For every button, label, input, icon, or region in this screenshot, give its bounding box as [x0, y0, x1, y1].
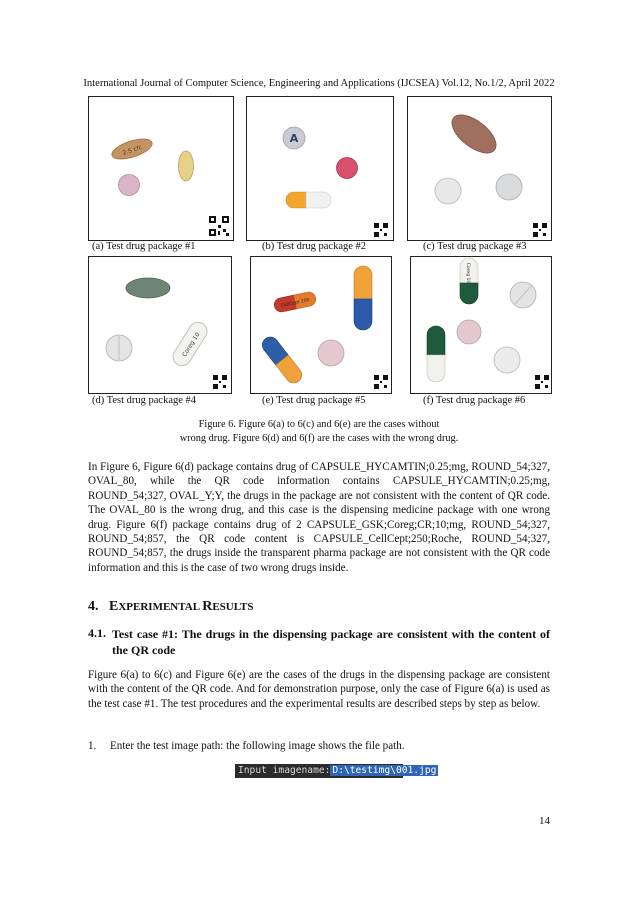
panel-caption-e: (e) Test drug package #5 — [262, 395, 366, 406]
figure-panel-c — [407, 96, 552, 241]
figure-panel-a — [88, 96, 234, 241]
panel-caption-d: (d) Test drug package #4 — [92, 395, 197, 406]
body-paragraph-1: In Figure 6, Figure 6(d) package contains drug of CAPSULE_HYCAMTIN;0.25;mg, ROUND_54;327, OVAL_80, while the QR code information contains CAPSULE_HYCAMTIN;0.25;mg, ROUND_54;327, OVAL_Y;Y, the drugs in the package are not consistent with the content of QR code. The OVAL_80 is the wrong drug, and this case is the dispensing medicine package with one wrong drug. Figure 6(f) package contains drug of 2 CAPSULE_GSK;Coreg;CR;10;mg, ROUND_54;327, ROUND_54;857, the QR code content is CAPSULE_CellCept;250;Roche, ROUND_54;327, ROUND_54;857, the drugs inside the transparent pharma package are not consistent with the QR code information and this is the case of two wrong drugs inside. — [88, 461, 550, 574]
pill-imprint: A — [289, 132, 299, 145]
panel-caption-c: (c) Test drug package #3 — [423, 241, 527, 252]
figure-panel-e — [250, 256, 392, 394]
section-number: 4. — [88, 599, 99, 614]
step-1-text: Enter the test image path: the following image shows the file path. — [110, 740, 405, 752]
figure-panel-b — [246, 96, 394, 241]
body-paragraph-2: Figure 6(a) to 6(c) and Figure 6(e) are the cases of the drugs in the dispensing package are consistent with the content of the QR code. And for demonstration purpose, only the case of Figure 6(a) is used as the test case #1. The test procedures and the experimental results are described steps by step as below. — [88, 669, 550, 710]
pill-oblong-green-icon — [126, 278, 170, 298]
pill-round-pink-icon — [318, 340, 344, 366]
figure-caption-line-1: Figure 6. Figure 6(a) to 6(c) and 6(e) are the cases without — [198, 419, 440, 430]
pill-imprint: CellCept 250 — [280, 298, 310, 309]
pill-round-grey-a-icon — [283, 127, 305, 149]
pill-round-grey-icon — [496, 174, 522, 200]
capsule-green-white-icon — [427, 326, 445, 382]
pill-capsule-white-icon — [170, 319, 211, 369]
drug-photo-b — [247, 97, 393, 240]
pill-oval-yellow-icon — [179, 151, 194, 181]
section-title-letter-r: R — [202, 599, 213, 614]
pill-imprint: Coreg 10 — [181, 331, 202, 359]
qr-code-icon — [535, 375, 549, 389]
page-number: 14 — [539, 815, 550, 827]
qr-code-icon — [533, 223, 547, 237]
qr-code-icon — [374, 223, 388, 237]
section-heading — [88, 599, 254, 615]
pill-imprint: 2.5 cfc — [121, 143, 144, 157]
drug-photo-d — [89, 257, 231, 393]
subsection-title: Test case #1: The drugs in the dispensing package are consistent with the content of the QR code — [112, 627, 550, 657]
panel-caption-f: (f) Test drug package #6 — [423, 395, 526, 406]
pill-oval-brown-icon — [110, 135, 155, 163]
figure-panel-f — [410, 256, 552, 394]
capsule-orange-blue-icon — [354, 266, 372, 330]
figure-caption-line-2: wrong drug. Figure 6(d) and 6(f) are the cases with the wrong drug. — [179, 433, 459, 444]
section-title-part-1: XPERIMENTAL — [118, 601, 203, 613]
drug-photo-a — [89, 97, 233, 240]
qr-code-icon — [213, 375, 227, 389]
pill-round-white-scored-icon — [106, 335, 132, 361]
section-title-letter-e: E — [109, 599, 119, 614]
terminal-input-screenshot — [235, 764, 437, 778]
capsule-red-orange-icon — [273, 291, 317, 313]
pill-round-pink-icon — [457, 320, 481, 344]
drug-photo-c — [408, 97, 551, 240]
terminal-path-value: D:\testimg\001.jpg — [332, 765, 437, 776]
capsule-white-green-icon — [460, 258, 478, 304]
pill-round-red-icon — [337, 158, 358, 179]
qr-code-icon — [374, 375, 388, 389]
qr-code-icon — [209, 216, 229, 236]
drug-photo-f — [411, 257, 551, 393]
panel-caption-b: (b) Test drug package #2 — [262, 241, 367, 252]
capsule-blue-orange-icon — [259, 334, 305, 386]
drug-photo-e — [251, 257, 391, 393]
section-title-part-2: ESULTS — [212, 601, 254, 613]
pill-oblong-brown-icon — [446, 108, 503, 161]
step-1-number: 1. — [88, 740, 97, 752]
pill-round-white-scored-icon — [510, 282, 536, 308]
figure-panel-d — [88, 256, 232, 394]
running-header: International Journal of Computer Science, Engineering and Applications (IJCSEA) Vol.12, No.1/2, April 2022 — [83, 78, 555, 89]
panel-caption-a: (a) Test drug package #1 — [92, 241, 196, 252]
pill-round-white-icon — [435, 178, 461, 204]
pill-round-pink-icon — [119, 175, 140, 196]
pill-imprint: Coreg 10 — [465, 262, 470, 284]
subsection-number: 4.1. — [88, 626, 106, 640]
pill-round-white-icon — [494, 347, 520, 373]
capsule-orange-white-icon — [286, 192, 331, 208]
terminal-prompt: Input imagename: — [238, 765, 331, 776]
